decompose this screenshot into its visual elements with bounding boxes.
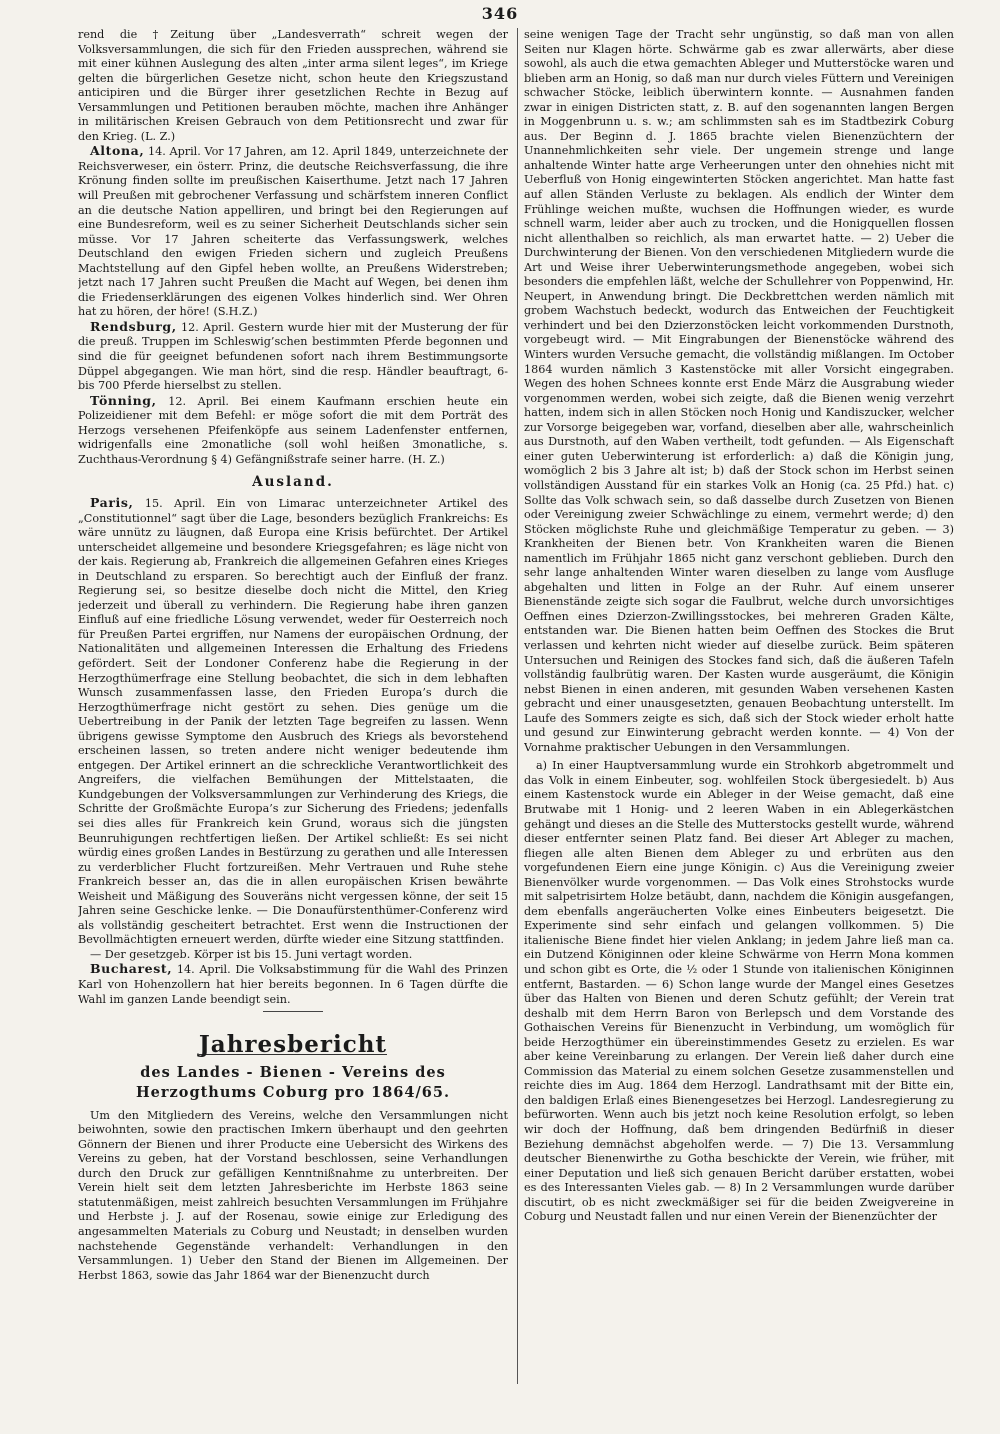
bucharest-dateline: Bucharest, [90,961,173,977]
toenning-text: 12. April. Bei einem Kaufmann erschien heute ein Polizeidiener mit dem Befehl: er möge sofort die mit dem Porträt des Herzogs versehenen Pfeifenköpfe aus seinem Ladenfenster entfernen, widrigenfalls eine 2monatliche (soll wohl heißen 3monatliche, s. Zuchthaus-Verordnung § 4) Gefängnißstrafe seiner harre. (H. Z.) [78,394,508,466]
left-column [78,28,508,1408]
toenning-dateline: Tönning, [90,392,157,408]
report-title [78,1031,508,1059]
paris-note: — Der gesetzgeb. Körper ist bis 15. Juni vertagt worden. [90,947,413,961]
report-intro: Um den Mitgliedern des Vereins, welche den Versammlungen nicht beiwohnten, sowie den practischen Imkern überhaupt und den geehrten Gönnern der Bienen und ihrer Producte eine Uebersicht des Wirkens des Vereins zu geben, hat der Vorstand beschlossen, seine Verhandlungen durch den Druck zur gefälligen Kenntnißnahme zu unterbreiten. Der Verein hielt seit dem letzten Jahresberichte im Herbste 1863 seine statutenmäßigen, meist zahlreich besuchten Versammlungen im Frühjahre und Herbste j. J. auf der Rosenau, sowie einige zur Erledigung des angesammelten Materials zu Coburg und Neustadt; in denselben wurden nachstehende Gegenstände verhandelt: Verhandlungen in den Versammlungen. 1) Ueber den Stand der Bienen im Allgemeinen. Der Herbst 1863, sowie das Jahr 1864 war der Bienenzucht durch [78,1108,508,1282]
toenning-article [78,394,508,468]
intro-paragraph: rend die †Zeitung über „Landesverrath“ schreit wegen der Volksversammlungen, die sich für den Frieden aussprechen, während sie mit einer kühnen Auslegung des alten „inter arma silent leges“, im Kriege gelten die bürgerlichen Gesetze nicht, schon heute den Kriegszustand anticipiren und die Bürger ihrer gesetzlichen Rechte in Bezug auf Versammlungen und Petitionen berauben möchte, machen ihre Anhänger in militärischen Kreisen Gebrauch von dem Petitionsrecht und zwar für den Krieg. (L. Z.) [78,28,508,143]
bucharest-article [78,962,508,1007]
section-divider [263,1011,323,1012]
right-text-part-2: a) In einer Hauptversammlung wurde ein Strohkorb abgetrommelt und das Volk in einem Einbeuter, sog. wohlfeilen Stock übergesiedelt. b) Aus einem Kastenstock wurde ein Ableger in der Weise gemacht, daß eine Brutwabe mit 1 Honig- und 2 leeren Waben in ein Ablegerkästchen gehängt und dieses an die Stelle des Mutterstocks gestellt wurde, während dieser entfernter seinen Platz fand. Bei dieser Art Ableger zu machen, fliegen alle alten Bienen dem Ableger zu und erbrüten aus den vorgefundenen Eiern eine junge Königin. c) Aus die Vereinigung zweier Bienenvölker wurde vorgenommen. — Das Volk eines Strohstocks wurde mit salpetrisirtem Holze betäubt, dann, nachdem die Königin ausgefangen, dem ebenfalls angeräucherten Volke eines Einbeuters beigesetzt. Die Experimente sind sehr einfach und gelangen vollkommen. 5) Die italienische Biene findet hier vielen Anklang; in jedem Jahre ließ man ca. ein Dutzend Königinnen oder kleine Schwärme von Herrn Mona kommen und schon gibt es Orte, die ½ oder 1 Stunde von italienischen Königinnen entfernt, Bastarden. — 6) Schon lange wurde der Mangel eines Gesetzes über das Halten von Bienen und deren Schutz gefühlt; der Verein trat deshalb mit dem Herrn Baron von Berlepsch und dem Vorstande des Gothaischen Vereins für Bienenzucht in Verbindung, um womöglich für beide Herzogthümer ein übereinstimmendes Gesetz zu erzielen. Es war aber keine Vereinbarung zu erlangen. Der Verein ließ daher durch eine Commission das Material zu einem solchen Gesetze zusammenstellen und reichte dies im Aug. 1864 dem Herzogl. Landrathsamt mit der Bitte ein, den baldigen Erlaß eines Bienengesetzes bei Herzogl. Landesregierung zu befürworten. Wenn auch bis jetzt noch keine Resolution erfolgt, so leben wir doch der Hoffnung, daß bem dringenden Bedürfniß in dieser Beziehung demnächst abgeholfen werde. — 7) Die 13. Versammlung deutscher Bienenwirthe zu Gotha beschickte der Verein, wie früher, mit einer Deputation und ließ sich genauen Bericht darüber erstatten, wobei es des Interessanten Vieles gab. — 8) In 2 Versammlungen wurde darüber discutirt, ob es nicht zweckmäßiger sei für die beiden Zweigvereine in Coburg und Neustadt fallen und nur einen Verein der Bienenzüchter der [524,759,954,1224]
right-text-part-1: seine wenigen Tage der Tracht sehr ungünstig, so daß man von allen Seiten nur Klagen hörte. Schwärme gab es zwar allerwärts, aber diese sowohl, als auch die etwa gemachten Ableger und Mutterstöcke waren und blieben arm an Honig, so daß man nur durch vieles Füttern und Vereinigen schwacher Stöcke, leiblich überwintern konnte. — Ausnahmen fanden zwar in einigen Districten statt, z. B. auf den sogenannten langen Bergen in Moggenbrunn u. s. w.; am schlimmsten sah es im Stadtbezirk Coburg aus. Der Beginn d. J. 1865 brachte vielen Bienenzüchtern der Unannehmlichkeiten sehr viele. Der ungemein strenge und lange anhaltende Winter hatte arge Verheerungen unter den ohnehies nicht mit Ueberfluß von Honig eingewinterten Stöcken angerichtet. Man hatte fast auf allen Ständen Verluste zu beklagen. Als endlich der Winter dem Frühlinge weichen mußte, wuchsen die Hoffnungen wieder, es wurde schnell warm, leider aber auch zu trocken, und die Honigquellen flossen nicht allenthalben so reichlich, als man erwartet hatte. — 2) Ueber die Durchwinterung der Bienen. Von den verschiedenen Mitgliedern wurde die Art und Weise ihrer Ueberwinterungsmethode angegeben, wobei sich besonders die empfehlen läßt, welche der Schullehrer von Poppenwind, Hr. Neupert, in Anwendung bringt. Die Deckbrettchen werden nämlich mit grobem Wachstuch bedeckt, wodurch das Entweichen der Feuchtigkeit verhindert und bei den Dzierzonstöcken leicht vorkommenden Durstnoth, vorgebeugt wird. — Mit Eingrabungen der Bienenstöcke während des Winters wurden Versuche gemacht, die vollständig mißlangen. Im October 1864 wurden nämlich 3 Kastenstöcke mit aller Vorsicht eingegraben. Wegen des hohen Schnees konnte erst Ende März die Ausgrabung wieder vorgenommen werden, wobei sich zeigte, daß die Bienen wenig verzehrt hatten, indem sich in allen Stöcken noch Honig und Kandiszucker, welcher zur Vorsorge beigegeben war, vorfand, dieselben aber alle, wahrscheinlich aus Durstnoth, auf den Waben vertheilt, todt gefunden. — Als Eigenschaft einer guten Ueberwinterung ist erforderlich: a) daß die Königin jung, womöglich 2 bis 3 Jahre alt ist; b) daß der Stock schon im Herbst seinen vollständigen Ausstand für ein starkes Volk an Honig (ca. 25 Pfd.) hat. c) Sollte das Volk schwach sein, so daß dasselbe durch Zusetzen von Bienen oder Vereinigung zweier Schwächlinge zu einem, vermehrt werde; d) den Stöcken möglichste Ruhe und gleichmäßige Temperatur zu geben. — 3) Krankheiten der Bienen betr. Von Krankheiten waren die Bienen namentlich im Frühjahr 1865 nicht ganz verschont geblieben. Durch den sehr lange anhaltenden Winter waren dieselben zu lange vom Ausfluge abgehalten und litten in Folge an der Ruhr. Auf einem unserer Bienenstände zeigte sich sogar die Faulbrut, welche durch unvorsichtiges Oeffnen eines Dzierzon-Zwillingsstockes, bei mehreren Graden Kälte, entstanden war. Die Bienen hatten beim Oeffnen des Stockes die Brut verlassen und kehrten nicht wieder auf dieselbe zurück. Beim späteren Untersuchen und Reinigen des Stockes fand sich, daß die äußeren Tafeln vollständig faulbrütig waren. Der Kasten wurde ausgeräumt, die Königin nebst Bienen in einen anderen, mit gesunden Waben versehenen Kasten gebracht und einer unausgesetzten, genauen Beobachtung unterstellt. Im Laufe des Sommers zeigte es sich, daß sich der Stock wieder erholt hatte und gesund zur Einwinterung gebracht werden konnte. — 4) Von der Vornahme praktischer Uebungen in den Versammlungen. [524,28,954,754]
altona-article [78,144,508,320]
bucharest-text: 14. April. Die Volksabstimmung für die Wahl des Prinzen Karl von Hohenzollern hat hier bereits begonnen. In 6 Tagen dürfte die Wahl im ganzen Lande beendigt sein. [78,963,508,1006]
rendsburg-article [78,320,508,394]
page-number: 346 [481,4,519,23]
report-title-text: Jahresbericht [198,1031,388,1059]
right-column [524,28,954,1390]
paris-dateline: Paris, [90,494,134,510]
column-divider [517,28,519,1384]
paris-text: 15. April. Ein von Limarac unterzeichneter Artikel des „Constitutionnel“ sagt über die Lage, besonders bezüglich Frankreichs: Es wäre unnütz zu läugnen, daß Europa eine Krisis befürchtet. Der Artikel unterscheidet allgemeine und besondere Kriegsgefahren; es läge nicht von der kais. Regierung ab, Frankreich die allgemeinen Gefahren eines Krieges in Deutschland zu ersparen. So berechtigt auch der Einfluß der franz. Regierung sei, so besitze dieselbe doch nicht die Mittel, den Krieg jederzeit und überall zu verhindern. Die Regierung habe ihren ganzen Einfluß auf eine friedliche Lösung verwendet, weder für Oesterreich noch für Preußen Partei ergriffen, nur Namens der europäischen Ordnung, der Nationalitäten und allgemeinen Interessen die Erhaltung des Friedens gefördert. Seit der Londoner Conferenz habe die Regierung in der Herzogthümerfrage eine Stellung beobachtet, die sich in dem lebhaften Wunsch zusammenfassen lasse, den Frieden Europa’s durch die Herzogthümerfrage nicht gestört zu sehen. Dies genüge um die Uebertreibung in der Panik der letzten Tage begreifen zu lassen. Wenn übrigens gewisse Symptome den Ausbruch des Kriegs als bevorstehend erscheinen lassen, so treten andere nicht weniger bedeutende ihm entgegen. Der Artikel erinnert an die schreckliche Verantwortlichkeit des Angreifers, die vielfachen Bemühungen der Mittelstaaten, die Kundgebungen der Volksversammlungen zur Verhinderung des Kriegs, die Schritte der Großmächte Europa’s zur Sicherung des Friedens; jedenfalls sei dies alles für Frankreich kein Grund, woraus sich die jüngsten Beunruhigungen rechtfertigen ließen. Der Artikel schließt: Es sei nicht würdig eines großen Landes in Bestürzung zu gerathen und alle Interessen zu verderblicher Flucht fortzureißen. Mehr Vertrauen und Ruhe stehe Frankreich besser an, das die in allen europäischen Krisen bewährte Weisheit und Mäßigung des Souveräns nicht vergessen könne, der seit 15 Jahren seine Geschicke lenke. — Die Donaufürstenthümer-Conferenz wird als vollständig gescheitert betrachtet. Erst wenn die Instructionen der Bevollmächtigten erneuert werden, dürfte wieder eine Sitzung stattfinden. [78,496,508,947]
altona-dateline: Altona, [90,143,145,159]
rendsburg-text: 12. April. Gestern wurde hier mit der Musterung der für die preuß. Truppen im Schleswig’schen bestimmten Pferde begonnen und sind die für geeignet befundenen sofort nach ihrem Bestimmungsorte Düppel abgegangen. Wie man hört, sind die resp. Händler beauftragt, 6- bis 700 Pferde hierselbst zu stellen. [78,320,508,393]
ausland-heading: Ausland. [252,474,334,491]
paris-article [78,496,508,948]
altona-text: 14. April. Vor 17 Jahren, am 12. April 1849, unterzeichnete der Reichsverweser, ein österr. Prinz, die deutsche Reichsverfassung, die ihre Krönung finden sollte im preußischen Kaiserthume. Jetzt nach 17 Jahren will Preußen mit gebrochener Verfassung und schärfstem inneren Conflict an die deutsche Nation appelliren, und bringt bei den Regierungen auf eine Bundesreform, weil es zu seiner Sicherheit Deutschlands sicher sein müsse. Vor 17 Jahren scheiterte das Verfassungswerk, welches Deutschland den ewigen Frieden sichern und zugleich Preußens Machtstellung auf den Gipfel heben wollte, an Preußens Widerstreben; jetzt nach 17 Jahren sucht Preußen die Macht auf Wegen, bei denen ihm die Friedenserklärungen des eigenen Volkes hinderlich sind. Wer Ohren hat zu hören, der höre! (S.H.Z.) [78,145,508,319]
rendsburg-dateline: Rendsburg, [90,318,177,334]
report-subtitle: des Landes - Bienen - Vereins des Herzogthums Coburg pro 1864/65. [135,1063,451,1101]
